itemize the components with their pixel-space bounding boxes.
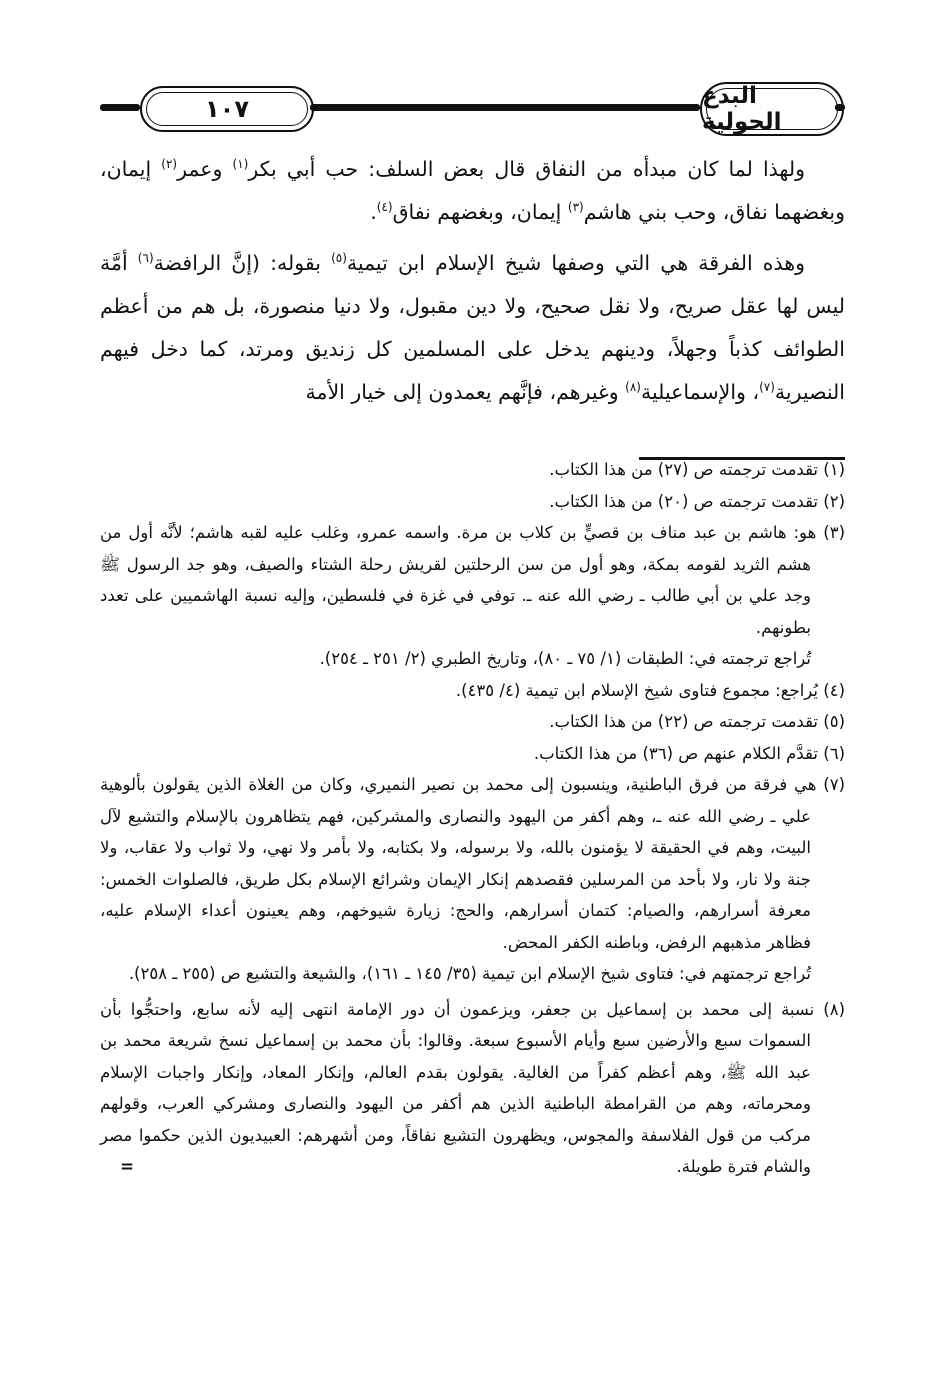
footnote-ref: (٨) (625, 380, 641, 395)
footnote-ref: (٦) (137, 251, 154, 266)
text-run: ، والإسماعيلية (640, 380, 760, 404)
text-run: إيمان، وبغضهم نفاق (392, 200, 568, 224)
footnote-7-reference: تُراجع ترجمتهم في: فتاوى شيخ الإسلام ابن تيمية (٣٥/ ١٤٥ ـ ١٦١)، والشيعة والتشيع ص (٢٥٥ ـ ٢٥٨). (128, 964, 811, 983)
text-run: . (370, 200, 377, 224)
text-run: إيمان، وبغضهما نفاق، وحب بني هاشم (100, 157, 845, 224)
footnote-ref: (٢) (161, 157, 178, 172)
page-number: ١٠٧ (205, 95, 249, 123)
text-run: وهذه الفرقة هي التي وصفها شيخ الإسلام ابن تيمية (346, 251, 806, 275)
main-text (100, 148, 845, 414)
footnotes (100, 454, 845, 1183)
text-run: وغيرهم، فإنَّهم يعمدون إلى خيار الأمة (305, 380, 626, 404)
header-rule (100, 104, 140, 111)
footnote-ref: (٤) (376, 200, 393, 215)
footnote-8-text: (٨) نسبة إلى محمد بن إسماعيل بن جعفر، ويزعمون أن دور الإمامة انتهى إليه لأنه سابع، واحتجُّوا بأن السموات سبع والأرضين سبع وأيام الأسبوع سبعة. وقالوا: بأن محمد بن إسماعيل نسخ شريعة محمد بن عبد الله ﷺ، وهم أعظم كفراً من الغالية. يقولون بقدم العالم، وإنكار المعاد، وإنكار واجبات الإسلام ومحرماته، وهم من القرامطة الباطنية الذين هم أكفر من اليهود والنصارى ومشركي العرب، وقولهم مركب من قول الفلاسفة والمجوس، ويظهرون التشيع نفاقاً، ومن أشهرهم: العبيديون الذين حكموا مصر والشام فترة طويلة. (100, 999, 845, 1176)
footnote-2: (٢) تقدمت ترجمته ص (٢٠) من هذا الكتاب. (549, 491, 845, 511)
text-run: ولهذا لما كان مبدأه من النفاق قال بعض السلف: حب أبي بكر (248, 157, 806, 181)
header-rule (835, 104, 845, 111)
footnote-3: (٣) هو: هاشم بن عبد مناف بن قصيٍّ بن كلاب بن مرة. واسمه عمرو، وغلب عليه لقبه هاشم؛ لأنَّه أول من هشم الثريد لقومه بمكة، وهو أول من سن الرحلتين لقريش رحلة الشتاء والصيف، وهو جد الرسول ﷺ وجد علي بن أبي طالب ـ رضي الله عنه ـ. توفي في غزة في فلسطين، وإليه نسبة الهاشميين على تعدد بطونهم. (100, 523, 845, 637)
footnote-ref: (١) (232, 157, 249, 172)
footnote-8: (٨) نسبة إلى محمد بن إسماعيل بن جعفر، ويزعمون أن دور الإمامة انتهى إليه لأنه سابع، واحتجُّوا بأن السموات سبع والأرضين سبع وأيام الأسبوع سبعة. وقالوا: بأن محمد بن إسماعيل نسخ شريعة محمد بن عبد الله ﷺ، وهم أعظم كفراً من الغالية. يقولون بقدم العالم، وإنكار المعاد، وإنكار واجبات الإسلام ومحرماته، وهم من القرامطة الباطنية الذين هم أكفر من اليهود والنصارى ومشركي العرب، وقولهم مركب من قول الفلاسفة والمجوس، ويظهرون التشيع نفاقاً، ومن أشهرهم: العبيديون الذين حكموا مصر والشام فترة طويلة. = (100, 999, 845, 1176)
footnote-3-reference: تُراجع ترجمته في: الطبقات (١/ ٧٥ ـ ٨٠)، وتاريخ الطبري (٢/ ٢٥١ ـ ٢٥٤). (319, 649, 811, 668)
footnote-5: (٥) تقدمت ترجمته ص (٢٢) من هذا الكتاب. (549, 712, 845, 731)
header-rule (310, 104, 700, 111)
footnote-ref: (٣) (567, 200, 584, 215)
footnote-ref: (٥) (331, 251, 347, 266)
paragraph-1 (100, 148, 845, 234)
text-run: وعمر (177, 157, 233, 181)
footnote-ref: (٧) (759, 380, 775, 395)
text-run: بقوله: (إنَّ الرافضة (153, 251, 332, 275)
paragraph-2 (100, 242, 845, 414)
book-title: البدع الحولية (702, 83, 782, 135)
footnote-1: (١) تقدمت ترجمته ص (٢٧) من هذا الكتاب. (549, 460, 845, 479)
book-title-badge (700, 82, 844, 136)
page-number-badge (140, 86, 314, 132)
text-run: أمَّة ليس لها عقل صريح، ولا نقل صحيح، ولا دين مقبول، ولا دنيا منصورة، بل هم من أعظم الطوائف كذباً وجهلاً، ودينهم يدخل على المسلمين كل زنديق ومرتد، كما دخل فيهم النصيرية (100, 251, 845, 404)
footnote-7: (٧) هي فرقة من فرق الباطنية، وينسبون إلى محمد بن نصير النميري، وكان من الغلاة الذين يقولون بألوهية علي ـ رضي الله عنه ـ، وهم أكفر من اليهود والنصارى والمشركين، فهم يتظاهرون بالإسلام والتشيع لآل البيت، وهم في الحقيقة لا يؤمنون بالله، ولا برسوله، ولا بكتابه، ولا بأمر ولا نهي، ولا ثواب ولا عقاب، ولا جنة ولا نار، ولا بأحد من المرسلين فقصدهم إنكار الإيمان وشرائع الإسلام بكل طريق، فالصلوات الخمس: معرفة أسرارهم، والصيام: كتمان أسرارهم، والحج: زيارة شيوخهم، وهم يعينون أعداء الإسلام عليه، فظاهر مذهبهم الرفض، وباطنه الكفر المحض. (100, 775, 845, 952)
footnote-4: (٤) يُراجع: مجموع فتاوى شيخ الإسلام ابن تيمية (٤/ ٤٣٥). (455, 680, 845, 700)
footnote-6: (٦) تقدَّم الكلام عنهم ص (٣٦) من هذا الكتاب. (533, 743, 845, 763)
page-header (100, 78, 845, 140)
